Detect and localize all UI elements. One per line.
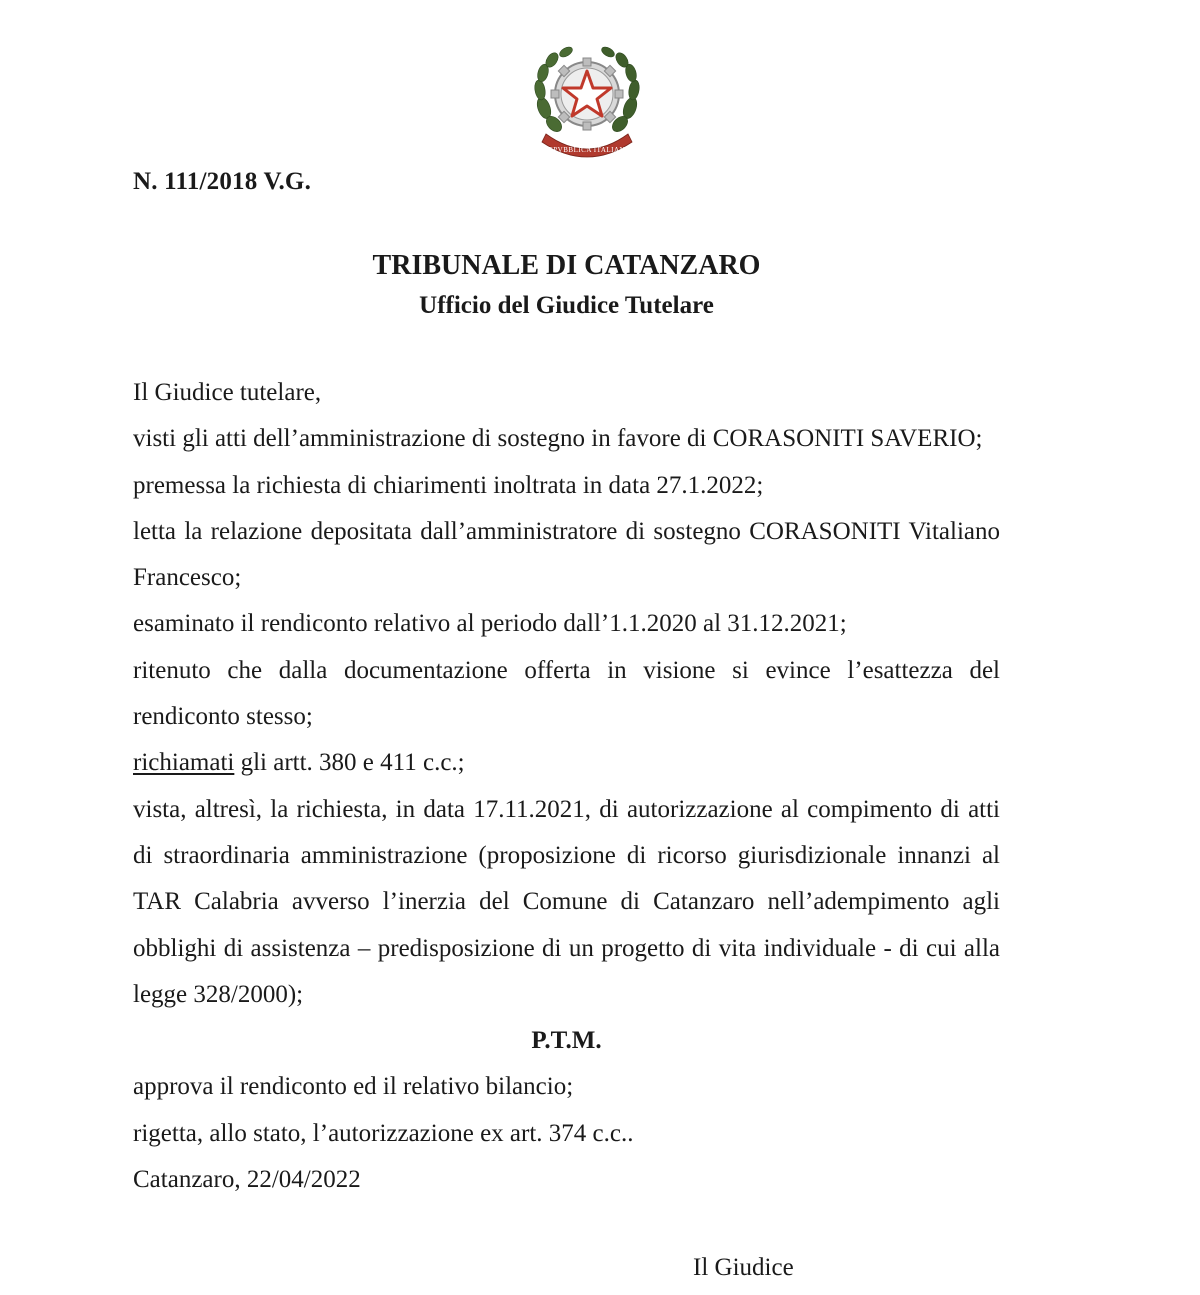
repubblica-italiana-emblem-icon bbox=[528, 38, 646, 160]
paragraph-letta: letta la relazione depositata dall’amministratore di sostegno CORASONITI Vitaliano Francesco; bbox=[133, 517, 1000, 592]
court-title: TRIBUNALE DI CATANZARO bbox=[372, 250, 761, 281]
paragraph-rigetta: rigetta, allo stato, l’autorizzazione ex art. 374 c.c.. bbox=[133, 1119, 634, 1147]
underlined-word: richiamati bbox=[133, 749, 235, 777]
decree-body bbox=[133, 370, 1000, 1203]
court-office: Ufficio del Giudice Tutelare bbox=[419, 292, 714, 319]
paragraph-intro: Il Giudice tutelare, bbox=[133, 379, 322, 406]
paragraph-richiamati-rest: gli artt. 380 e 411 c.c.; bbox=[234, 749, 465, 777]
ptm-heading: P.T.M. bbox=[531, 1027, 602, 1055]
paragraph-approva: approva il rendiconto ed il relativo bilancio; bbox=[133, 1073, 574, 1101]
paragraph-visti: visti gli atti dell’amministrazione di sostegno in favore di CORASONITI SAVERIO; bbox=[133, 425, 983, 453]
place-date: Catanzaro, 22/04/2022 bbox=[133, 1166, 361, 1194]
paragraph-esaminato: esaminato il rendiconto relativo al periodo dall’1.1.2020 al 31.12.2021; bbox=[133, 610, 847, 638]
paragraph-richiamati bbox=[133, 740, 1000, 786]
paragraph-ritenuto: ritenuto che dalla documentazione offerta in visione si evince l’esattezza del rendiconto stesso; bbox=[133, 656, 1000, 731]
judge-signature: Il Giudice bbox=[693, 1254, 794, 1281]
paragraph-premessa: premessa la richiesta di chiarimenti inoltrata in data 27.1.2022; bbox=[133, 471, 764, 499]
paragraph-vista: vista, altresì, la richiesta, in data 17.11.2021, di autorizzazione al compimento di atti di straordinaria amministrazione (proposizione di ricorso giurisdizionale innanzi al TAR Calabria avverso l’inerzia del Comune di Catanzaro nell’adempimento agli obblighi di assistenza – predisposizione di un progetto di vita individuale - di cui alla legge 328/2000); bbox=[133, 795, 1000, 1008]
emblem-ribbon-text: REPVBBLICA ITALIANA bbox=[543, 146, 631, 154]
case-number: N. 111/2018 V.G. bbox=[133, 168, 312, 195]
